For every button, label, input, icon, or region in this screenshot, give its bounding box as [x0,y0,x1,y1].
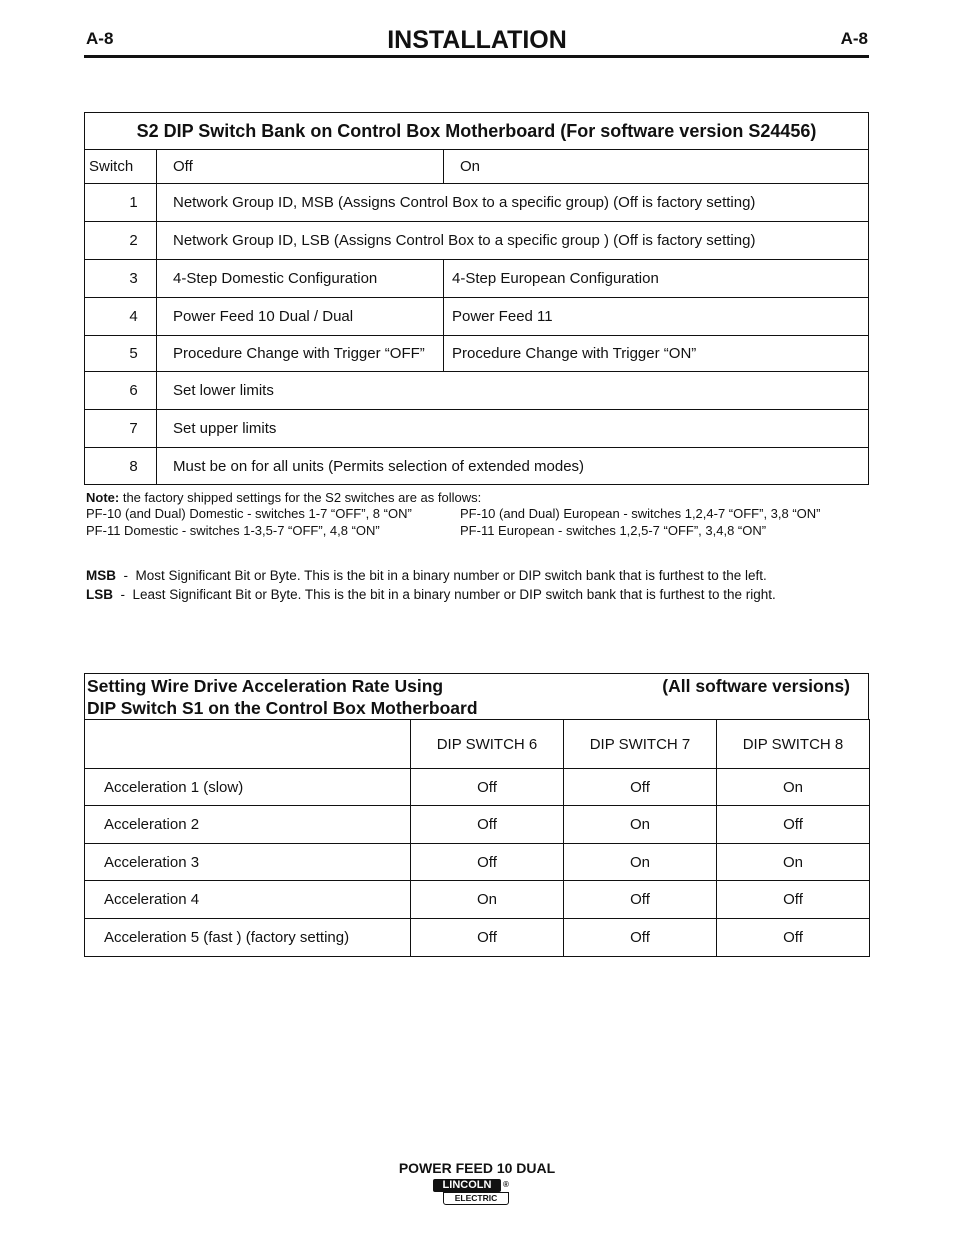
msb-text: - Most Significant Bit or Byte. This is the bit in a binary number or DIP switch bank that is furthest to the left. [116,568,767,583]
empty-header-cell [85,720,411,769]
acceleration-label: Acceleration 1 (slow) [85,769,411,806]
switch-on-setting: 4-Step European Configuration [444,260,869,298]
dip7-value: Off [564,769,717,806]
dip6-value: On [411,881,564,919]
switch-number: 8 [85,448,157,485]
column-header-dip7: DIP SWITCH 7 [564,720,717,769]
table-row [85,184,869,222]
note-pf10-european: PF-10 (and Dual) European - switches 1,2,4-7 “OFF”, 3,8 “ON” [460,506,821,521]
switch-number: 3 [85,260,157,298]
table-row [85,448,869,485]
switch-description: Must be on for all units (Permits selection of extended modes) [157,448,869,485]
acceleration-rate-table [84,719,870,957]
dip6-value: Off [411,844,564,881]
switch-number: 5 [85,336,157,372]
lsb-text: - Least Significant Bit or Byte. This is the bit in a binary number or DIP switch bank that is furthest to the right. [113,587,776,602]
factory-settings-note [86,489,481,506]
table-row [85,410,869,448]
note-pf11-domestic: PF-11 Domestic - switches 1-3,5-7 “OFF”, 4,8 “ON” [86,523,380,538]
column-header-dip8: DIP SWITCH 8 [717,720,870,769]
lsb-definition [86,585,776,604]
table-row [85,844,870,881]
acceleration-title-versions: (All software versions) [662,676,850,696]
note-pf11-european: PF-11 European - switches 1,2,5-7 “OFF”, 3,4,8 “ON” [460,523,767,538]
dip7-value: On [564,844,717,881]
table-row [85,919,870,957]
table-row [85,881,870,919]
dip8-value: On [717,844,870,881]
dip7-value: On [564,806,717,844]
note-intro: the factory shipped settings for the S2 switches are as follows: [119,490,482,505]
acceleration-title-line1: Setting Wire Drive Acceleration Rate Using [87,676,444,696]
table-row [85,806,870,844]
table-row [85,336,869,372]
page-number-left: A-8 [86,29,114,48]
dip6-value: Off [411,806,564,844]
s2-dip-switch-table [84,112,869,485]
table-row [85,769,870,806]
logo-registered-mark: ® [503,1180,509,1189]
acceleration-label: Acceleration 3 [85,844,411,881]
dip6-value: Off [411,769,564,806]
acceleration-table-header [84,673,869,720]
switch-number: 4 [85,298,157,336]
switch-number: 2 [85,222,157,260]
switch-off-setting: Power Feed 10 Dual / Dual [157,298,444,336]
column-header-off: Off [157,150,444,184]
table-row [85,298,869,336]
page-title: INSTALLATION [387,26,567,54]
dip8-value: Off [717,919,870,957]
table-row [85,372,869,410]
logo-lincoln: LINCOLN [433,1179,501,1192]
lincoln-electric-logo [433,1179,509,1205]
switch-number: 6 [85,372,157,410]
column-header-dip6: DIP SWITCH 6 [411,720,564,769]
switch-description: Network Group ID, MSB (Assigns Control Box to a specific group) (Off is factory setting) [157,184,869,222]
switch-on-setting: Procedure Change with Trigger “ON” [444,336,869,372]
note-pf10-domestic: PF-10 (and Dual) Domestic - switches 1-7 “OFF”, 8 “ON” [86,506,412,521]
dip8-value: Off [717,881,870,919]
dip8-value: Off [717,806,870,844]
switch-on-setting: Power Feed 11 [444,298,869,336]
acceleration-label: Acceleration 5 (fast ) (factory setting) [85,919,411,957]
msb-term: MSB [86,568,116,583]
dip8-value: On [717,769,870,806]
acceleration-label: Acceleration 4 [85,881,411,919]
acceleration-label: Acceleration 2 [85,806,411,844]
table-title: S2 DIP Switch Bank on Control Box Motherboard (For software version S24456) [85,113,869,150]
dip7-value: Off [564,919,717,957]
dip7-value: Off [564,881,717,919]
column-header-switch: Switch [85,150,157,184]
logo-electric: ELECTRIC [443,1192,509,1205]
page-number-right: A-8 [840,29,868,48]
table-row [85,260,869,298]
acceleration-title-line2: DIP Switch S1 on the Control Box Motherboard [87,698,478,718]
switch-off-setting: Procedure Change with Trigger “OFF” [157,336,444,372]
footer-product-name: POWER FEED 10 DUAL [398,1160,556,1176]
note-label: Note: [86,490,120,505]
table-row [85,222,869,260]
lsb-term: LSB [86,587,113,602]
header-rule [84,55,869,58]
dip6-value: Off [411,919,564,957]
msb-definition [86,566,767,585]
switch-description: Network Group ID, LSB (Assigns Control Box to a specific group ) (Off is factory setting) [157,222,869,260]
switch-number: 7 [85,410,157,448]
column-header-on: On [444,150,869,184]
switch-number: 1 [85,184,157,222]
switch-description: Set lower limits [157,372,869,410]
switch-description: Set upper limits [157,410,869,448]
switch-off-setting: 4-Step Domestic Configuration [157,260,444,298]
